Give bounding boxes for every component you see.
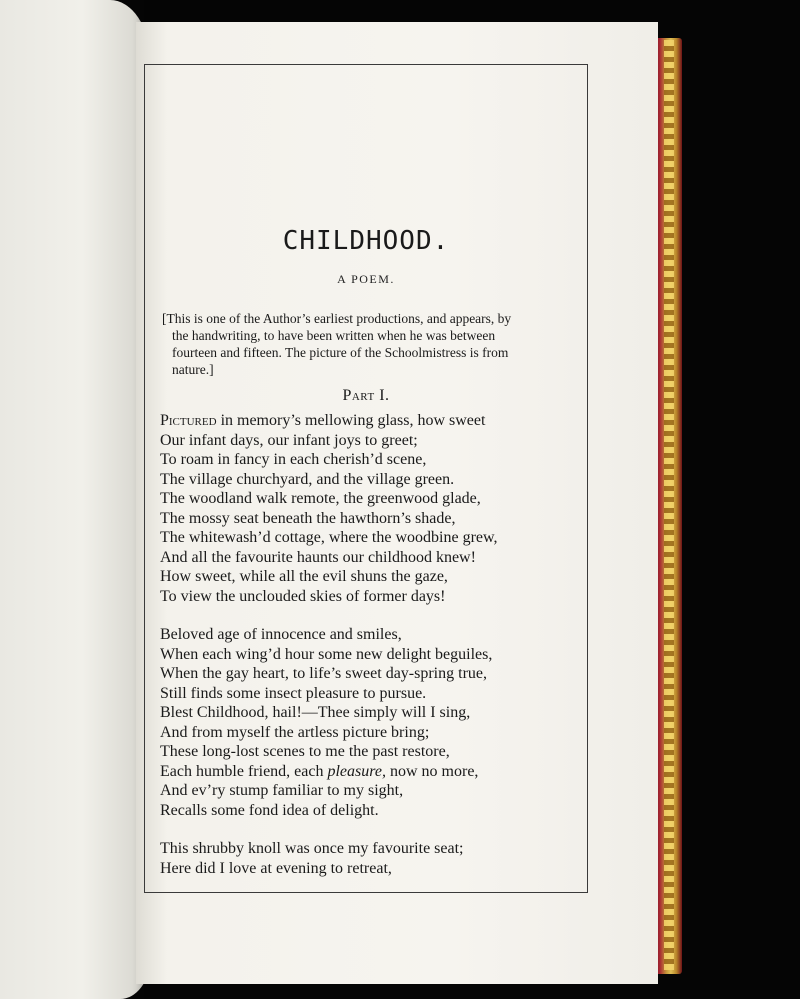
poem-line: To roam in fancy in each cherish’d scene, <box>160 451 427 468</box>
left-page <box>0 0 150 999</box>
italic-word: pleasure, <box>327 762 386 780</box>
poem-line: And from myself the artless picture bring; <box>160 723 430 741</box>
poem-line: To view the unclouded skies of former days! <box>160 587 446 605</box>
poem-line: When the gay heart, to life’s sweet day-spring true, <box>160 665 487 682</box>
note-line: the handwriting, to have been written when he was between <box>172 328 496 343</box>
poem-line <box>160 762 580 782</box>
poem-line: Blest Childhood, hail!—Thee simply will I sing, <box>160 704 471 721</box>
poem-title: CHILDHOOD. <box>282 226 450 256</box>
poem-line: And all the favourite haunts our childhood knew! <box>160 548 476 566</box>
line-part: now no more, <box>386 762 479 780</box>
first-word: Pictured <box>160 412 217 429</box>
poem-line: When each wing’d hour some new delight beguiles, <box>160 645 493 663</box>
poem-line: Beloved age of innocence and smiles, <box>160 626 402 643</box>
poem-line: The whitewash’d cottage, where the woodbine grew, <box>160 529 498 546</box>
poem-line: How sweet, while all the evil shuns the gaze, <box>160 568 448 585</box>
stanza-break <box>160 820 580 839</box>
poem-line: The village churchyard, and the village green. <box>160 470 455 488</box>
poem-line: And ev’ry stump familiar to my sight, <box>160 782 404 799</box>
editorial-note <box>162 310 580 378</box>
poem-line: This shrubby knoll was once my favourite seat; <box>160 840 464 857</box>
poem-line: The mossy seat beneath the hawthorn’s shade, <box>160 509 456 527</box>
poem-line: Our infant days, our infant joys to greet; <box>160 431 418 449</box>
first-line-rest: in memory’s mellowing glass, how sweet <box>216 412 486 429</box>
poem-body <box>160 411 580 878</box>
line-part: Each humble friend, each <box>160 762 328 780</box>
gilt-edge-pattern <box>664 40 674 970</box>
note-line: [This is one of the Author’s earliest productions, and appears, by <box>162 311 512 326</box>
poem-line: Recalls some fond idea of delight. <box>160 801 379 819</box>
note-line: fourteen and fifteen. The picture of the Schoolmistress is from <box>172 345 509 360</box>
poem-line: Still finds some insect pleasure to pursue. <box>160 684 427 702</box>
note-line: nature.] <box>172 362 214 377</box>
poem-line: These long-lost scenes to me the past restore, <box>160 743 450 760</box>
poem-line: Here did I love at evening to retreat, <box>160 859 392 877</box>
poem-line: The woodland walk remote, the greenwood glade, <box>160 490 481 507</box>
poem-subtitle: A POEM. <box>337 272 395 286</box>
poem-line <box>160 411 580 431</box>
part-heading: Part I. <box>342 387 390 404</box>
stanza-break <box>160 606 580 625</box>
